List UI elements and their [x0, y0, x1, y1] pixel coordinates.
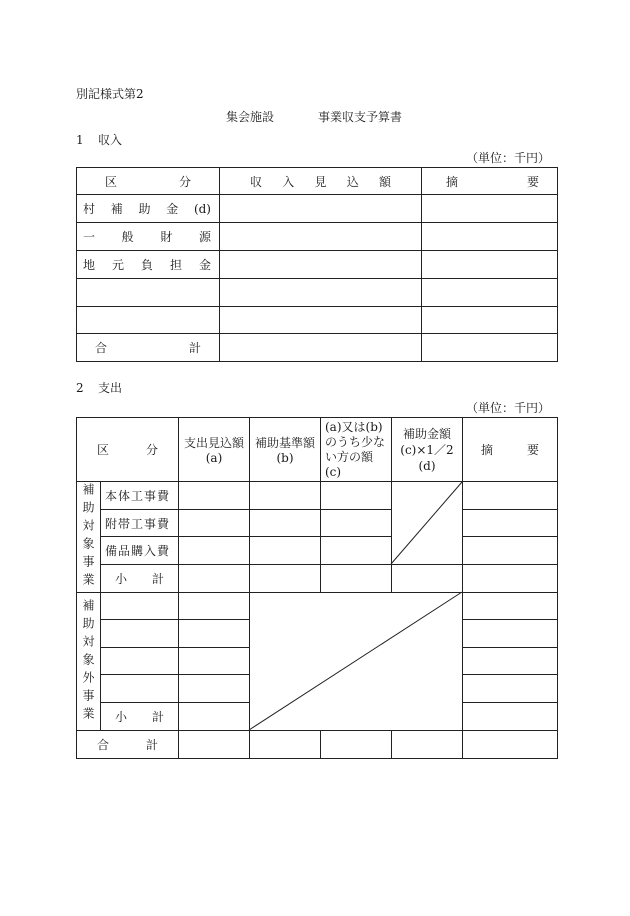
income-header-category: 区 分 [77, 168, 220, 195]
income-total-estimate-cell[interactable] [220, 334, 422, 362]
expense-remarks-cell[interactable] [463, 620, 558, 648]
expense-standard-cell[interactable] [250, 537, 321, 565]
title-document: 事業収支予算書 [318, 110, 403, 124]
expense-standard-cell[interactable] [250, 510, 321, 537]
ineligible-subtotal-label: 小 計 [101, 703, 179, 731]
expense-section-label: 支出 [98, 381, 123, 395]
income-section-no: 1 [76, 133, 84, 147]
income-estimate-cell[interactable] [220, 307, 422, 334]
eligible-subtotal-row [77, 565, 558, 593]
table-row [77, 482, 558, 510]
table-row [77, 593, 558, 620]
income-header-estimate: 収 入 見 込 額 [220, 168, 422, 195]
income-total-label: 合 計 [77, 334, 220, 362]
table-row [77, 307, 558, 334]
expense-table [76, 417, 558, 759]
expense-header-lesser: (a)又は(b) のうち少な い方の額 (c) [321, 418, 392, 482]
ineligible-item-cell[interactable] [101, 648, 179, 675]
expense-header-category: 区 分 [77, 418, 179, 482]
expense-estimate-cell[interactable] [179, 648, 250, 675]
expense-remarks-cell[interactable] [463, 703, 558, 731]
expense-estimate-cell[interactable] [179, 565, 250, 593]
eligible-item-main-construction: 本体工事費 [101, 482, 179, 510]
income-total-remarks-cell[interactable] [422, 334, 558, 362]
income-remarks-cell[interactable] [422, 307, 558, 334]
expense-remarks-cell[interactable] [463, 537, 558, 565]
expense-lesser-cell[interactable] [321, 482, 392, 510]
expense-remarks-cell[interactable] [463, 648, 558, 675]
eligible-group-label: 補助対象事業 [77, 482, 101, 593]
income-header-row [77, 168, 558, 195]
ineligible-item-cell[interactable] [101, 675, 179, 703]
ineligible-hatched-block [250, 593, 463, 731]
expense-remarks-cell[interactable] [463, 675, 558, 703]
eligible-subtotal-label: 小 計 [101, 565, 179, 593]
income-estimate-cell[interactable] [220, 195, 422, 223]
income-estimate-cell[interactable] [220, 223, 422, 251]
income-total-row [77, 334, 558, 362]
expense-header-standard: 補助基準額 (b) [250, 418, 321, 482]
expense-estimate-cell[interactable] [179, 620, 250, 648]
eligible-item-ancillary-construction: 附帯工事費 [101, 510, 179, 537]
income-row-blank[interactable] [77, 307, 220, 334]
ineligible-group-label: 補助対象外事業 [77, 593, 101, 731]
expense-estimate-cell[interactable] [179, 675, 250, 703]
expense-total-lesser-cell[interactable] [321, 731, 392, 759]
eligible-item-equipment: 備品購入費 [101, 537, 179, 565]
expense-estimate-cell[interactable] [179, 593, 250, 620]
income-table [76, 167, 558, 362]
expense-header-row [77, 418, 558, 482]
expense-header-remarks: 摘 要 [463, 418, 558, 482]
expense-total-remarks-cell[interactable] [463, 731, 558, 759]
income-row-general-funds: 一 般 財 源 [77, 223, 220, 251]
expense-subsidy-hatched-cell [392, 482, 463, 565]
expense-lesser-cell[interactable] [321, 510, 392, 537]
expense-standard-cell[interactable] [250, 565, 321, 593]
expense-total-label: 合 計 [77, 731, 179, 759]
form-label: 別記様式第2 [76, 87, 144, 101]
expense-header-estimate: 支出見込額 (a) [179, 418, 250, 482]
ineligible-item-cell[interactable] [101, 593, 179, 620]
expense-estimate-cell[interactable] [179, 510, 250, 537]
income-row-village-subsidy: 村 補 助 金 (d) [77, 195, 220, 223]
table-row [77, 251, 558, 279]
expense-estimate-cell[interactable] [179, 703, 250, 731]
table-row [77, 537, 558, 565]
expense-estimate-cell[interactable] [179, 537, 250, 565]
expense-total-row [77, 731, 558, 759]
expense-unit: （単位：千円） [466, 401, 551, 415]
expense-remarks-cell[interactable] [463, 482, 558, 510]
expense-subsidy-cell[interactable] [392, 565, 463, 593]
table-row [77, 510, 558, 537]
income-remarks-cell[interactable] [422, 195, 558, 223]
expense-lesser-cell[interactable] [321, 565, 392, 593]
expense-standard-cell[interactable] [250, 482, 321, 510]
income-header-remarks: 摘 要 [422, 168, 558, 195]
income-remarks-cell[interactable] [422, 223, 558, 251]
income-estimate-cell[interactable] [220, 279, 422, 307]
ineligible-item-cell[interactable] [101, 620, 179, 648]
table-row [77, 195, 558, 223]
expense-total-standard-cell[interactable] [250, 731, 321, 759]
expense-total-estimate-cell[interactable] [179, 731, 250, 759]
expense-total-subsidy-cell[interactable] [392, 731, 463, 759]
income-unit: （単位：千円） [466, 151, 551, 165]
income-estimate-cell[interactable] [220, 251, 422, 279]
expense-header-subsidy: 補助金額 (c)×1／2 (d) [392, 418, 463, 482]
expense-remarks-cell[interactable] [463, 510, 558, 537]
expense-remarks-cell[interactable] [463, 565, 558, 593]
income-section-label: 収入 [98, 133, 123, 147]
table-row [77, 223, 558, 251]
expense-lesser-cell[interactable] [321, 537, 392, 565]
income-remarks-cell[interactable] [422, 279, 558, 307]
income-row-blank[interactable] [77, 279, 220, 307]
title-facility: 集会施設 [226, 110, 275, 124]
income-remarks-cell[interactable] [422, 251, 558, 279]
expense-estimate-cell[interactable] [179, 482, 250, 510]
table-row [77, 279, 558, 307]
expense-remarks-cell[interactable] [463, 593, 558, 620]
income-row-local-share: 地 元 負 担 金 [77, 251, 220, 279]
expense-section-no: 2 [76, 381, 84, 395]
